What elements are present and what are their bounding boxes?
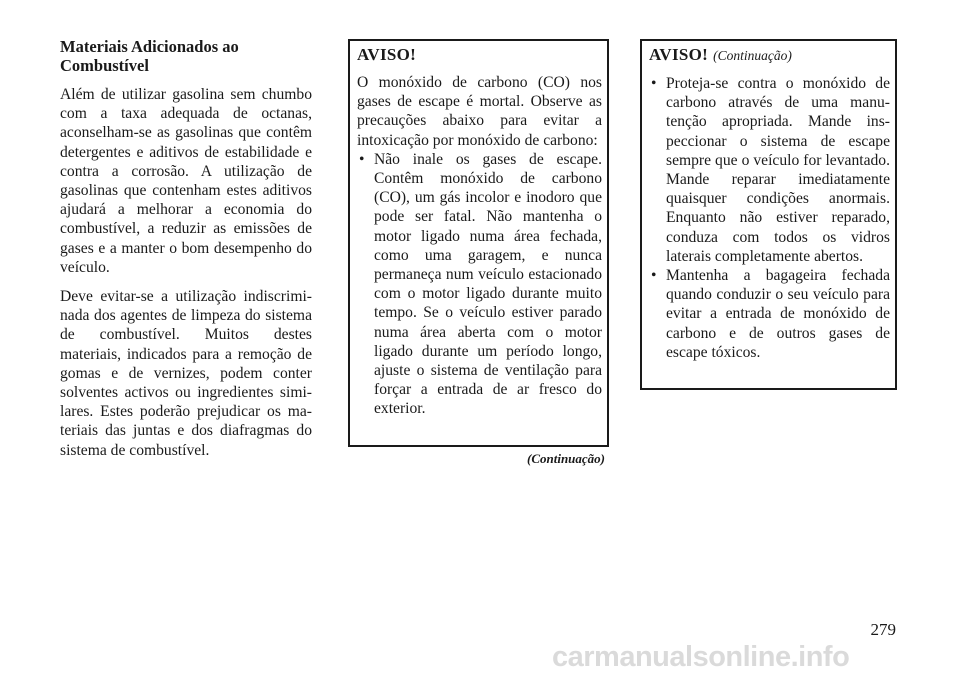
section-heading [60,37,312,75]
paragraph-cleaning-agents: Deve evitar-se a utilização indiscriminada dos agentes de limpeza do sistema de combustível. Muitos destes materiais, indicados para a remoção de gomas e de vernizes, podem conter solventes activos ou ingredientes similares. Estes poderão prejudicar os materiais das juntas e dos diafragmas do sistema de combustível. [60,288,312,459]
warning-title-text: AVISO! [649,45,709,64]
page-number: 279 [870,620,896,639]
section-heading-line2: Combustível [60,56,149,75]
warning-bullet-item [649,74,890,266]
warning-box-continued [640,39,897,390]
warning-bullet-list [357,150,602,419]
warning-bullet-list [649,74,890,362]
warning-bullet-item [649,266,890,362]
bullet-text: Mantenha a bagageira fechada quando conduzir o seu veículo para evitar a entrada de monóxido de carbono e de outros gases de escape tóxicos. [666,267,890,361]
warning-box-carbon-monoxide [348,39,609,447]
paragraph-fuel-additives: Além de utilizar gasolina sem chumbo com a taxa adequada de octanas, aconselham-se as gasolinas que contêm detergentes e aditivos de estabilidade e contra a corrosão. A utilização de gasolinas que contenham estes aditivos ajudará a melhorar a economia do combustível, a reduzir as emissões de gases e a manter o bom desempenho do veículo. [60,86,312,276]
watermark: carmanualsonline.info [552,641,850,673]
section-heading-line1: Materiais Adicionados ao [60,37,239,56]
bullet-icon: • [651,75,657,92]
bullet-text: Proteja-se contra o monóxido de carbono através de uma manutenção apropriada. Mande inspeccionar o sistema de escape sempre que o veículo for levantado. Mande reparar imediatamente quaisquer condições anormais. Enquanto não estiver reparado, conduza com todos os vidros laterais completamente abertos. [666,75,890,265]
fuel-additives-section [60,37,312,470]
warning-bullet-item [357,150,602,419]
warning-intro: O monóxido de carbono (CO) nos gases de escape é mortal. Observe as precauções abaixo para evitar a intoxicação por monóxido de carbono: [357,74,602,149]
bullet-icon: • [651,267,657,285]
warning-title: AVISO! [357,45,417,64]
warning-title-continued [649,45,890,65]
warning-continued-label: (Continuação) [713,48,792,63]
bullet-text: Não inale os gases de escape. Contêm monóxido de carbono (CO), um gás incolor e inodoro que pode ser fatal. Não mantenha o motor ligado numa área fechada, como uma garagem, e nunca permaneça num veículo estacionado com o motor ligado durante muito tempo. Se o veículo estiver parado numa área aberta com o motor ligado durante um período longo, ajuste o sistema de ventilação para forçar a entrada de ar fresco do exterior. [374,150,602,418]
continued-label: (Continuação) [526,451,605,466]
bullet-icon: • [359,150,365,168]
